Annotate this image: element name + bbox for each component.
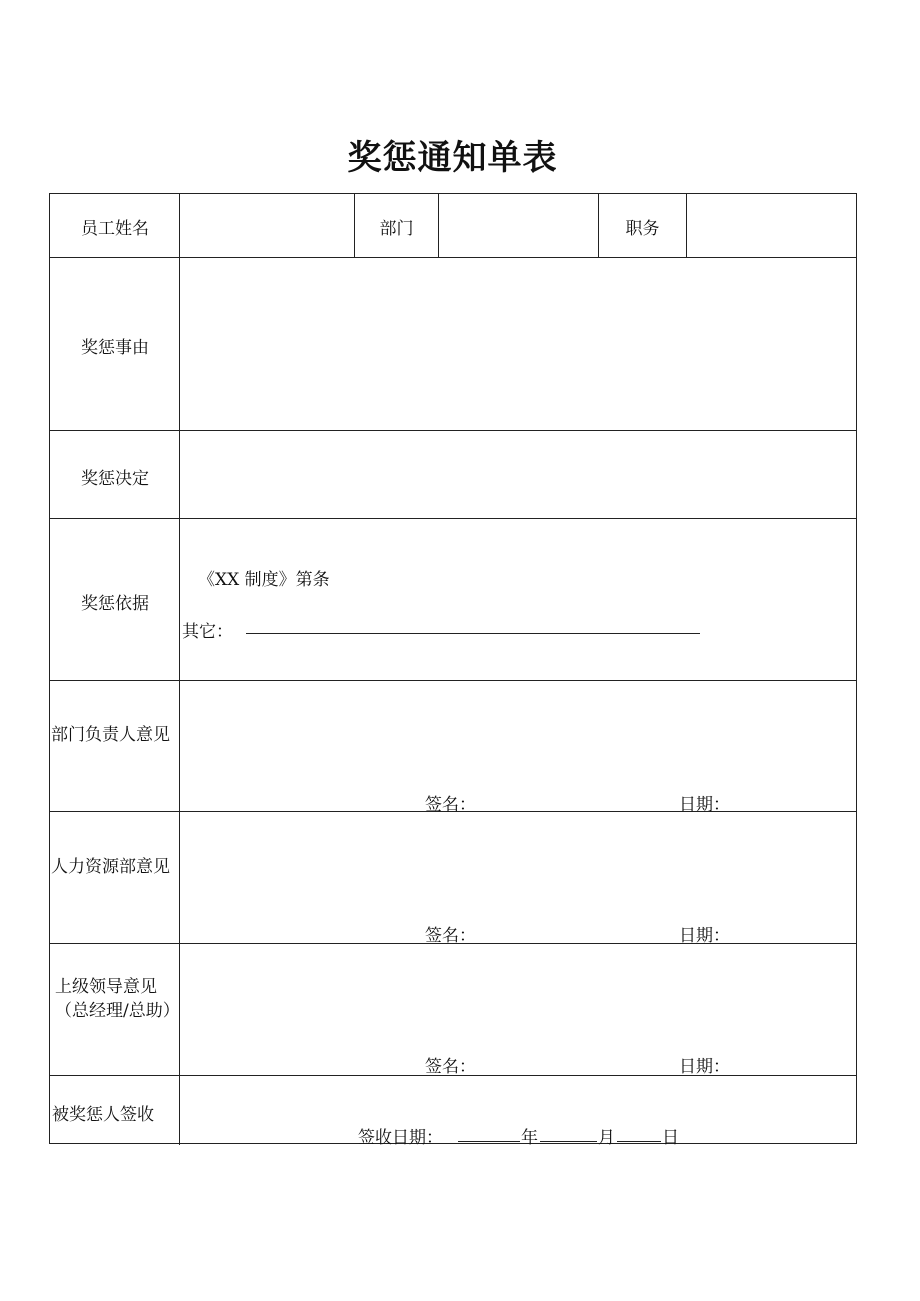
dept-head-opinion-label: 部门负责人意见: [51, 725, 170, 745]
decision-label: 奖惩决定: [81, 469, 149, 489]
receipt-date-label: 签收日期：: [358, 1128, 443, 1148]
hr-opinion-label: 人力资源部意见: [51, 857, 170, 877]
decision-field[interactable]: [180, 431, 856, 518]
notice-form: [49, 193, 857, 1148]
dept-head-date-label: 日期：: [679, 795, 730, 815]
month-blank[interactable]: [540, 1141, 597, 1142]
basis-label: 奖惩依据: [81, 594, 149, 614]
superior-date-label: 日期：: [679, 1057, 730, 1077]
reason-label: 奖惩事由: [81, 338, 149, 358]
dept-head-sign-label: 签名：: [425, 795, 476, 815]
month-label: 月: [598, 1128, 615, 1148]
year-label: 年: [521, 1128, 538, 1148]
other-basis-underline[interactable]: [246, 633, 700, 634]
row-divider: [50, 518, 856, 519]
other-basis-label: 其它：: [182, 622, 233, 642]
superior-opinion-label: 上级领导意见（总经理/总助）: [55, 977, 180, 1021]
department-label: 部门: [379, 219, 414, 239]
year-blank[interactable]: [458, 1141, 520, 1142]
department-field[interactable]: [439, 195, 598, 257]
superior-sign-label: 签名：: [425, 1057, 476, 1077]
position-label: 职务: [625, 219, 660, 239]
row-divider: [50, 680, 856, 681]
hr-sign-label: 签名：: [425, 926, 476, 946]
reason-field[interactable]: [180, 258, 856, 430]
page-title: 奖惩通知单表: [347, 138, 558, 178]
hr-date-label: 日期：: [679, 926, 730, 946]
employee-name-field[interactable]: [180, 195, 354, 257]
day-label: 日: [662, 1128, 679, 1148]
position-field[interactable]: [687, 195, 855, 257]
employee-name-label: 员工姓名: [81, 219, 149, 239]
recipient-sign-label: 被奖惩人签收: [52, 1105, 154, 1125]
regulation-reference: 《XX 制度》第条: [198, 570, 330, 590]
day-blank[interactable]: [617, 1141, 661, 1142]
